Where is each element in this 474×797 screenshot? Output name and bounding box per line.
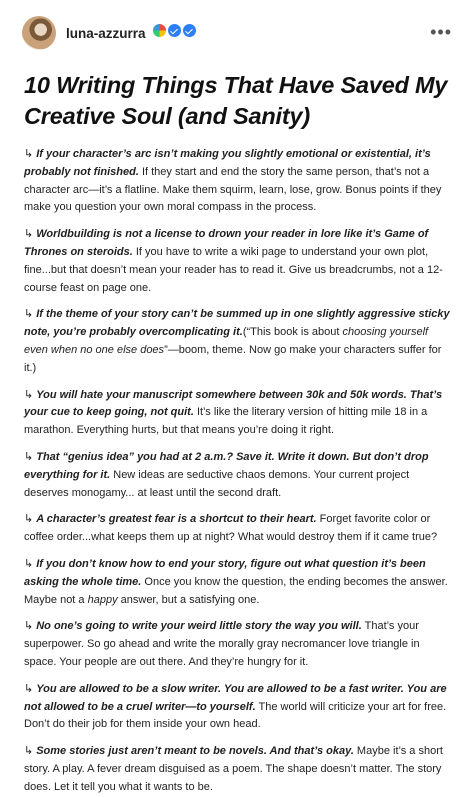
list-item [24, 681, 452, 734]
item-emphasis: happy [87, 593, 118, 606]
item-text: New ideas are seductive chaos demons. Your current project deserves monogamy... at least until the second draft. [24, 468, 410, 499]
arrow-icon: ↳ [24, 557, 34, 570]
item-text: Forget favorite color or coffee order...what keeps them up at night? What would destroy them if it came true? [24, 513, 438, 544]
arrow-icon: ↳ [24, 682, 34, 695]
list-item [24, 226, 452, 297]
verified-check-icon [168, 24, 181, 37]
post-title: 10 Writing Things That Have Saved My Creative Soul (and Sanity) [24, 72, 448, 129]
item-heading: That “genius idea” you had at 2 a.m.? Save it. Write it down. But don’t drop everything for it. [24, 450, 429, 481]
item-heading: You will hate your manuscript somewhere between 30k and 50k words. That’s your cue to keep going, not quit. [24, 388, 443, 419]
verified-check-icon [183, 24, 196, 37]
list-item [24, 387, 452, 440]
item-heading: If you don’t know how to end your story, figure out what question it’s been asking the whole time. [24, 557, 426, 588]
item-text: Once you know the question, the ending becomes the answer. Maybe not a [24, 575, 448, 606]
item-text: That’s your superpower. So go ahead and write the morally gray necromancer love triangle in space. Your people are out there. And they’re hungry for it. [24, 620, 420, 668]
more-options-icon[interactable]: ••• [430, 22, 452, 42]
arrow-icon: ↳ [24, 388, 34, 401]
post-body [24, 146, 452, 797]
item-text: It’s like the literary version of hitting mile 18 in a marathon. Everything hurts, but that means you’re doing it right. [24, 406, 428, 437]
arrow-icon: ↳ [24, 450, 34, 463]
item-heading: Some stories just aren’t meant to be novels. And that’s okay. [36, 745, 354, 758]
arrow-icon: ↳ [24, 745, 34, 758]
avatar[interactable] [22, 16, 56, 50]
arrow-icon: ↳ [24, 620, 34, 633]
item-text: If you have to write a wiki page to understand your own plot, fine...but that doesn’t mean your reader has to read it. Give us breadcrumbs, not a 12-course feast on page one. [24, 245, 443, 294]
arrow-icon: ↳ [24, 148, 34, 160]
list-item [24, 743, 452, 796]
arrow-icon: ↳ [24, 228, 34, 241]
item-heading: You are allowed to be a slow writer. You are allowed to be a fast writer. You are not allowed to be a cruel writer—to yourself. [24, 682, 447, 713]
item-text: answer, but a satisfying one. [117, 593, 260, 606]
list-item [24, 556, 452, 609]
item-text: If they start and end the story the same person, that’s not a character arc—it’s a flatline. Make them squirm, learn, lose, grow. Bonus points if they make you question your own moral compass in the process. [24, 165, 442, 214]
item-heading: Worldbuilding is not a license to drown your reader in lore like it’s Game of Thrones on steroids. [24, 228, 429, 258]
item-heading: If your character’s arc isn’t making you slightly emotional or existential, it’s probably not finished. [24, 148, 431, 178]
item-emphasis: choosing yourself even when no one else does [24, 326, 429, 356]
list-item [24, 618, 452, 671]
list-item [24, 449, 452, 502]
item-heading: A character’s greatest fear is a shortcut to their heart. [36, 513, 317, 526]
item-text: (“This book is about [242, 326, 343, 339]
post-header [0, 0, 474, 62]
item-text: Maybe it’s a short story. A play. A fever dream disguised as a poem. The shape doesn’t matter. The story does. Let it tell you what it wants to be. [24, 745, 443, 793]
item-heading: No one’s going to write your weird little story the way you will. [36, 620, 362, 633]
list-item [24, 306, 452, 377]
list-item [24, 146, 452, 217]
arrow-icon: ↳ [24, 513, 34, 526]
item-text: ”—boom, theme. Now go make your characters suffer for it.) [24, 343, 442, 374]
item-text: The world will criticize your art for free. Don’t do their job for them inside your own head. [24, 700, 447, 731]
rainbow-badge-icon [153, 24, 166, 37]
username[interactable]: luna-azzurra [66, 26, 146, 41]
badges [153, 24, 196, 37]
arrow-icon: ↳ [24, 308, 34, 321]
item-heading: If the theme of your story can’t be summed up in one slightly aggressive sticky note, you’re probably overcomplicating it. [24, 308, 450, 339]
list-item [24, 511, 452, 547]
